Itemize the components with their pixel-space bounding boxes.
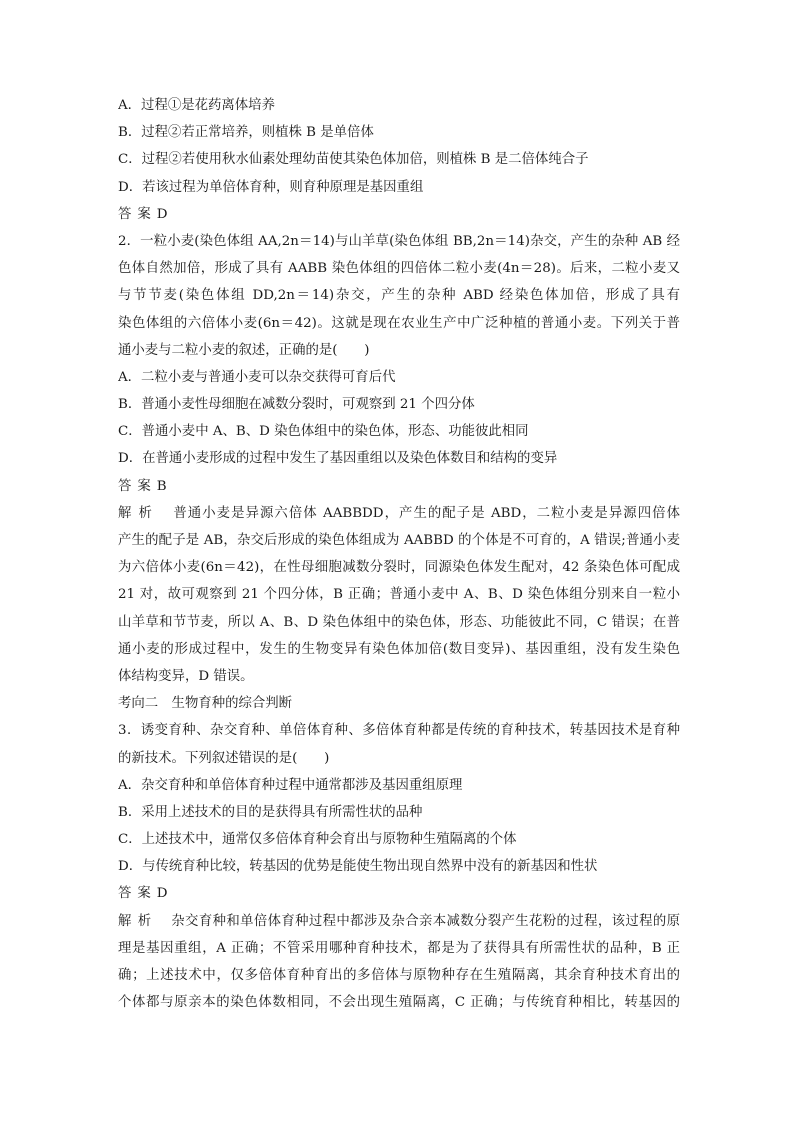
q2-analysis-line: 为六倍体小麦(6n＝42)，在性母细胞减数分裂时，同源染色体发生配对，42 条染色体可配成 — [118, 560, 680, 576]
q3-option-c: C．上述技术中，通常仅多倍体育种会育出与原物种生殖隔离的个体 — [118, 832, 517, 848]
q1-option-c: C．过程②若使用秋水仙素处理幼苗使其染色体加倍，则植株 B 是二倍体纯合子 — [118, 152, 589, 168]
q1-option-d: D．若该过程为单倍体育种，则育种原理是基因重组 — [118, 179, 424, 195]
q1-answer — [118, 201, 680, 228]
q2-analysis-line — [118, 500, 680, 527]
answer-label: 答案 — [118, 478, 157, 494]
q2-stem-line: 通小麦与二粒小麦的叙述，正确的是( ) — [118, 342, 370, 358]
q1-option-b: B．过程②若正常培养，则植株 B 是单倍体 — [118, 125, 374, 141]
analysis-label: 解析 — [118, 505, 159, 521]
q2-stem-line: 与节节麦(染色体组 DD,2n＝14)杂交，产生的杂种 ABD 经染色体加倍，形成了具有 — [118, 288, 680, 304]
q1-option-a: A．过程①是花药离体培养 — [118, 98, 275, 113]
analysis-text: 杂交育种和单倍体育种过程中都涉及杂合亲本减数分裂产生花粉的过程，该过程的原 — [171, 913, 680, 929]
q3-analysis-line — [118, 908, 680, 935]
answer-label: 答案 — [118, 206, 157, 222]
q2-option-a: A．二粒小麦与普通小麦可以杂交获得可育后代 — [118, 369, 396, 385]
section-title: 考向二 生物育种的综合判断 — [118, 696, 293, 712]
answer-value: B — [156, 478, 167, 494]
q3-answer — [118, 880, 680, 907]
q3-option-a: A．杂交育种和单倍体育种过程中通常都涉及基因重组原理 — [118, 777, 463, 793]
q2-option-d: D．在普通小麦形成的过程中发生了基因重组以及染色体数目和结构的变异 — [118, 451, 558, 467]
q2-stem-line: 2．一粒小麦(染色体组 AA,2n＝14)与山羊草(染色体组 BB,2n＝14)杂交，产生的杂种 AB 经 — [118, 233, 680, 249]
analysis-text: 普通小麦是异源六倍体 AABBDD，产生的配子是 ABD，二粒小麦是异源四倍体 — [173, 505, 680, 521]
q2-analysis-line: 产生的配子是 AB，杂交后形成的染色体组成为 AABBD 的个体是不可育的，A 错误;普通小麦 — [118, 533, 680, 548]
q3-stem-line: 的新技术。下列叙述错误的是( ) — [118, 750, 330, 766]
q2-analysis-line: 21 对，故可观察到 21 个四分体，B 正确；普通小麦中 A、B、D 染色体组分别来自一粒小 — [118, 587, 680, 603]
q2-analysis-line: 体结构变异，D 错误。 — [118, 668, 254, 684]
q3-analysis-line: 理是基因重组，A 正确；不管采用哪种育种技术，都是为了获得具有所需性状的品种，B 正 — [118, 940, 680, 956]
document-body — [118, 92, 680, 1016]
q2-option-c: C．普通小麦中 A、B、D 染色体组中的染色体，形态、功能彼此相同 — [118, 424, 529, 440]
q3-stem-line: 3．诱变育种、杂交育种、单倍体育种、多倍体育种都是传统的育种技术，转基因技术是育种 — [118, 723, 680, 739]
q3-analysis-line: 个体都与原亲本的染色体数相同，不会出现生殖隔离，C 正确；与传统育种相比，转基因的 — [118, 995, 680, 1011]
q2-stem-line: 色体自然加倍，形成了具有 AABB 染色体组的四倍体二粒小麦(4n＝28)。后来，二粒小麦又 — [118, 261, 680, 277]
q3-option-b: B．采用上述技术的目的是获得具有所需性状的品种 — [118, 804, 423, 820]
answer-value: D — [156, 206, 168, 222]
q2-answer — [118, 473, 680, 500]
q2-option-b: B．普通小麦性母细胞在减数分裂时，可观察到 21 个四分体 — [118, 397, 475, 413]
q3-analysis-line: 确；上述技术中，仅多倍体育种育出的多倍体与原物种存在生殖隔离，其余育种技术育出的 — [118, 968, 680, 983]
answer-label: 答案 — [118, 886, 157, 902]
q3-option-d: D．与传统育种比较，转基因的优势是能使生物出现自然界中没有的新基因和性状 — [118, 859, 598, 875]
q2-stem-line: 染色体组的六倍体小麦(6n＝42)。这就是现在农业生产中广泛种植的普通小麦。下列关于普 — [118, 315, 680, 331]
answer-value: D — [156, 886, 168, 902]
analysis-label: 解析 — [118, 913, 158, 929]
q2-analysis-line: 山羊草和节节麦，所以 A、B、D 染色体组中的染色体，形态、功能彼此不同，C 错误；在普 — [118, 614, 680, 630]
q2-analysis-line: 通小麦的形成过程中，发生的生物变异有染色体加倍(数目变异)、基因重组，没有发生染色 — [118, 641, 680, 657]
